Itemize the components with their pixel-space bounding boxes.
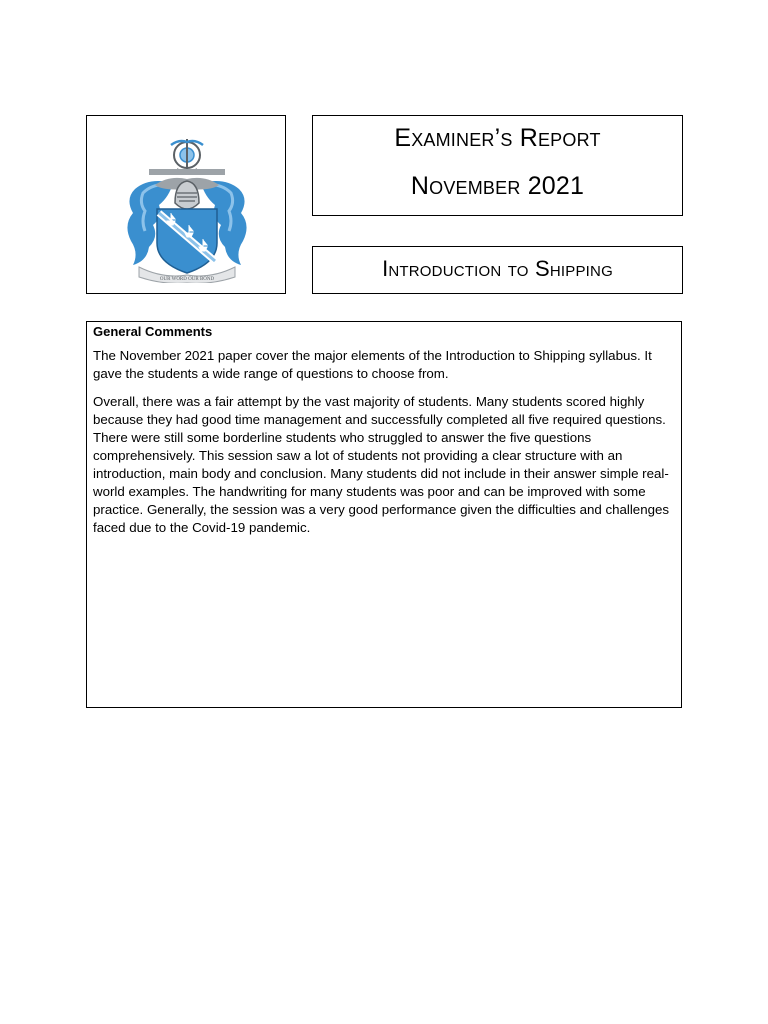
shield	[157, 209, 217, 273]
subject-title: Introduction to Shipping	[382, 256, 613, 281]
coat-of-arms-logo	[119, 133, 255, 283]
comments-paragraph: Overall, there was a fair attempt by the vast majority of students. Many students scored highly because they had good time management and successfully completed all five required questions. There were still some borderline students who struggled to answer the five questions comprehensively. This session saw a lot of students not providing a clear structure with an introduction, main body and conclusion. Many students did not include in their answer simple real-world examples. The handwriting for many students was poor and can be improved with some practice. Generally, the session was a very good performance given the difficulties and challenges faced due to the Covid-19 pandemic.	[93, 394, 670, 535]
comments-heading: General Comments	[93, 324, 213, 339]
helmet	[175, 181, 199, 209]
report-date: November 2021	[410, 172, 585, 200]
comments-paragraph: The November 2021 paper cover the major elements of the Introduction to Shipping syllabus. It gave the students a wide range of questions to choose from.	[93, 348, 652, 381]
logo-box	[86, 115, 286, 294]
crest-anchor-wheel	[171, 139, 203, 173]
report-title-box	[312, 115, 683, 216]
report-title: Examiner’s Report	[394, 124, 601, 152]
general-comments-box	[86, 321, 682, 708]
subject-box	[312, 246, 683, 294]
motto-text: OUR WORD OUR BOND	[159, 277, 215, 282]
